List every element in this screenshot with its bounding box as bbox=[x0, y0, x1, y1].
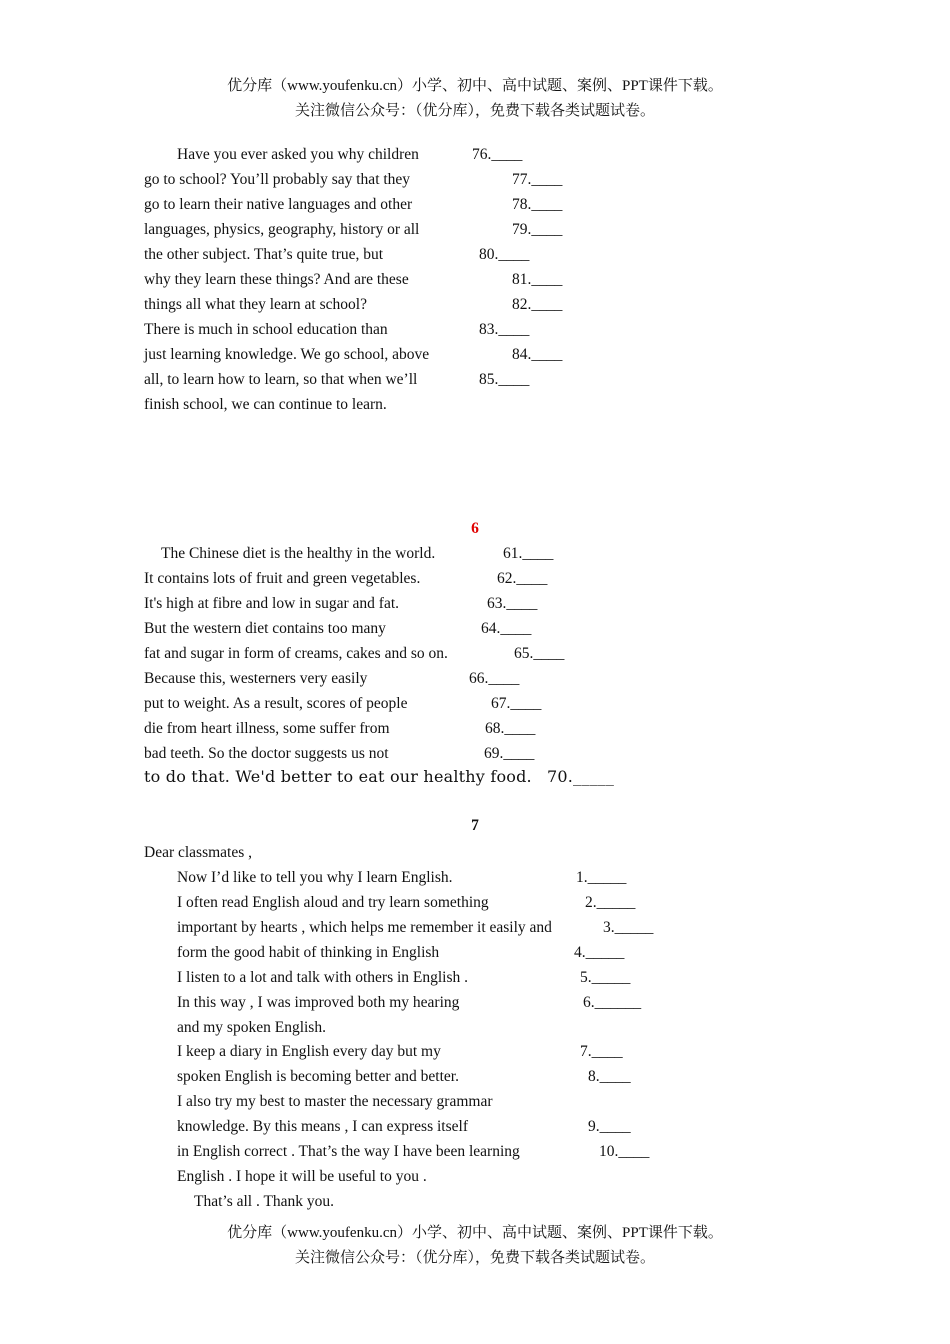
answer-blank: 79.____ bbox=[512, 221, 563, 238]
answer-blank: 66.____ bbox=[469, 670, 520, 687]
answer-blank: 1._____ bbox=[576, 869, 627, 886]
answer-blank: 85.____ bbox=[479, 371, 530, 388]
passage-line: I keep a diary in English every day but my bbox=[177, 1043, 441, 1060]
passage-line: go to learn their native languages and other bbox=[144, 196, 413, 213]
passage-line: There is much in school education than bbox=[144, 321, 388, 338]
passage-line: English . I hope it will be useful to you . bbox=[177, 1168, 427, 1185]
passage-line: in English correct . That’s the way I have been learning bbox=[177, 1143, 520, 1160]
passage-line: It contains lots of fruit and green vegetables. bbox=[144, 570, 421, 587]
passage-line: In this way , I was improved both my hearing bbox=[177, 994, 460, 1011]
answer-blank: 67.____ bbox=[491, 695, 542, 712]
answer-blank: 64.____ bbox=[481, 620, 532, 637]
answer-blank: 81.____ bbox=[512, 271, 563, 288]
passage-line: put to weight. As a result, scores of people bbox=[144, 695, 408, 712]
answer-blank: 4._____ bbox=[574, 944, 625, 961]
answer-blank: 9.____ bbox=[588, 1118, 631, 1135]
passage-line: It's high at fibre and low in sugar and fat. bbox=[144, 595, 400, 612]
answer-blank: 5._____ bbox=[580, 969, 631, 986]
answer-blank: 8.____ bbox=[588, 1068, 631, 1085]
answer-blank: 62.____ bbox=[497, 570, 548, 587]
answer-blank: 7.____ bbox=[580, 1043, 623, 1060]
passage-line: spoken English is becoming better and better. bbox=[177, 1068, 459, 1085]
passage-line: important by hearts , which helps me remember it easily and bbox=[177, 919, 552, 936]
answer-blank: 63.____ bbox=[487, 595, 538, 612]
answer-blank: 2._____ bbox=[585, 894, 636, 911]
passage-line: Now I’d like to tell you why I learn English. bbox=[177, 869, 453, 886]
passage-line: to do that. We'd better to eat our healthy food. bbox=[144, 767, 532, 786]
answer-blank: 65.____ bbox=[514, 645, 565, 662]
passage-line: why they learn these things? And are these bbox=[144, 271, 409, 288]
answer-blank: 6.______ bbox=[583, 994, 642, 1011]
passage-line: things all what they learn at school? bbox=[144, 296, 367, 313]
passage-line: languages, physics, geography, history or all bbox=[144, 221, 420, 238]
passage-line: finish school, we can continue to learn. bbox=[144, 396, 387, 413]
passage-line: knowledge. By this means , I can express itself bbox=[177, 1118, 468, 1135]
answer-blank: 82.____ bbox=[512, 296, 563, 313]
header-line-1: 优分库（www.youfenku.cn）小学、初中、高中试题、案例、PPT课件下载。 bbox=[227, 78, 723, 94]
passage-line: Have you ever asked you why children bbox=[177, 146, 419, 163]
answer-blank: 83.____ bbox=[479, 321, 530, 338]
passage-line: Because this, westerners very easily bbox=[144, 670, 368, 687]
answer-blank: 68.____ bbox=[485, 720, 536, 737]
passage-line: form the good habit of thinking in English bbox=[177, 944, 440, 961]
passage-line: all, to learn how to learn, so that when we’ll bbox=[144, 371, 418, 388]
answer-blank: 69.____ bbox=[484, 745, 535, 762]
passage-line: I often read English aloud and try learn something bbox=[177, 894, 489, 911]
passage-line: and my spoken English. bbox=[177, 1019, 326, 1036]
letter-closing: That’s all . Thank you. bbox=[194, 1193, 335, 1210]
footer-line-1: 优分库（www.youfenku.cn）小学、初中、高中试题、案例、PPT课件下载。 bbox=[227, 1225, 723, 1241]
section-7-title: 7 bbox=[471, 817, 479, 834]
passage-line: go to school? You’ll probably say that they bbox=[144, 171, 411, 188]
passage-line: The Chinese diet is the healthy in the world. bbox=[161, 545, 436, 562]
answer-blank: 80.____ bbox=[479, 246, 530, 263]
passage-line: But the western diet contains too many bbox=[144, 620, 386, 637]
passage-line: I listen to a lot and talk with others in English . bbox=[177, 969, 469, 986]
answer-blank: 10.____ bbox=[599, 1143, 650, 1160]
answer-blank: 76.____ bbox=[472, 146, 523, 163]
answer-blank: 78.____ bbox=[512, 196, 563, 213]
passage-line: the other subject. That’s quite true, but bbox=[144, 246, 384, 263]
passage-line: just learning knowledge. We go school, above bbox=[144, 346, 430, 363]
answer-blank: 77.____ bbox=[512, 171, 563, 188]
letter-greeting: Dear classmates , bbox=[144, 844, 253, 861]
answer-blank: 84.____ bbox=[512, 346, 563, 363]
answer-blank: 3._____ bbox=[603, 919, 654, 936]
passage-line: bad teeth. So the doctor suggests us not bbox=[144, 745, 389, 762]
footer-line-2: 关注微信公众号：（优分库），免费下载各类试题试卷。 bbox=[294, 1250, 655, 1266]
passage-line: die from heart illness, some suffer from bbox=[144, 720, 390, 737]
passage-line: I also try my best to master the necessary grammar bbox=[177, 1093, 493, 1110]
answer-blank: 61.____ bbox=[503, 545, 554, 562]
header-line-2: 关注微信公众号：（优分库），免费下载各类试题试卷。 bbox=[294, 103, 655, 119]
answer-blank: 70._____ bbox=[547, 767, 615, 786]
passage-line: fat and sugar in form of creams, cakes and so on. bbox=[144, 645, 448, 662]
section-6-title: 6 bbox=[471, 520, 479, 537]
